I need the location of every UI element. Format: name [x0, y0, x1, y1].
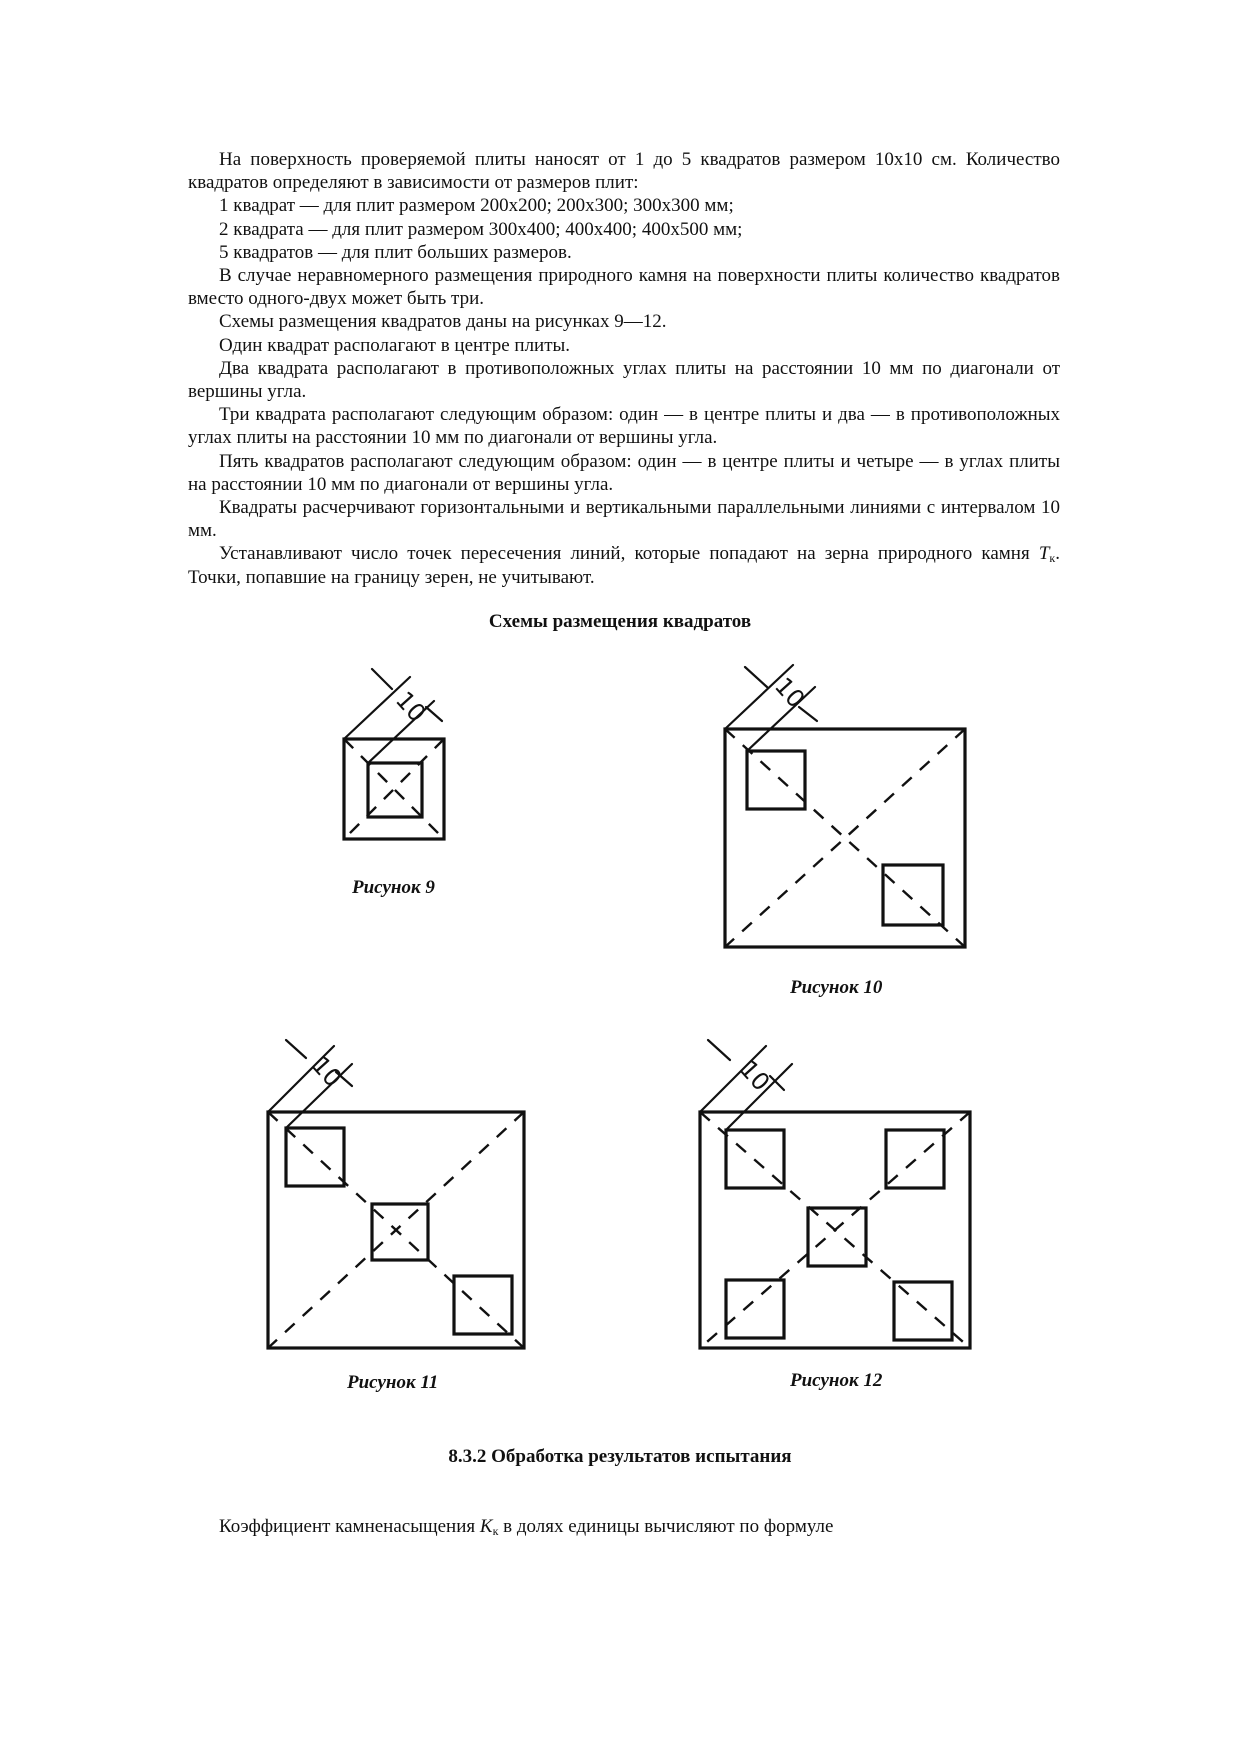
paragraph: Схемы размещения квадратов даны на рисунках 9—12. — [219, 311, 667, 333]
section-heading: 8.3.2 Обработка результатов испытания — [448, 1446, 792, 1467]
symbol-t: T — [1038, 543, 1050, 565]
figure-10-caption: Рисунок 10 — [790, 977, 883, 998]
formula-intro-text: в долях единицы вычисляют по формуле — [498, 1516, 834, 1537]
paragraph: Пять квадратов располагают следующим образом: один — в центре плиты и четыре — в углах плиты на расстоянии 10 мм по диагонали от вершины угла. — [188, 450, 1060, 495]
figure-12-caption: Рисунок 12 — [790, 1370, 883, 1391]
dimension-label: 10 — [306, 1051, 348, 1093]
figure-11-caption: Рисунок 11 — [347, 1372, 439, 1393]
paragraph — [188, 542, 1060, 588]
schemes-heading: Схемы размещения квадратов — [488, 611, 752, 632]
paragraph: На поверхность проверяемой плиты наносят от 1 до 5 квадратов размером 10х10 см. Количество квадратов определяют в зависимости от размеров плит: — [188, 149, 1060, 194]
paragraph-text: Устанавливают число точек пересечения линий, которые попадают на зерна природного камня — [219, 543, 1039, 565]
figure-9-diagram — [330, 655, 470, 855]
figure-11-diagram — [250, 1020, 540, 1360]
dimension-label: 10 — [734, 1055, 776, 1097]
dimension-label: 10 — [769, 672, 811, 714]
symbol-subscript: к — [492, 1524, 499, 1538]
figure-12-diagram — [690, 1020, 990, 1360]
paragraph: Один квадрат располагают в центре плиты. — [219, 334, 571, 356]
paragraph: Два квадрата располагают в противоположных углах плиты на расстоянии 10 мм по диагонали от вершины угла. — [188, 357, 1060, 403]
paragraph: 2 квадрата — для плит размером 300х400; 400х400; 400х500 мм; — [219, 218, 743, 240]
dimension-label: 10 — [390, 686, 432, 728]
body-text — [188, 148, 1060, 589]
paragraph-text: . Точки, попавшие на границу зерен, не учитывают. — [188, 543, 1060, 588]
symbol-subscript: к — [1049, 551, 1056, 566]
paragraph: Три квадрата располагают следующим образом: один — в центре плиты и два — в противоположных углах плиты на расстоянии 10 мм по диагонали от вершины угла. — [188, 404, 1060, 449]
paragraph: Квадраты расчерчивают горизонтальными и вертикальными параллельными линиями с интервалом 10 мм. — [188, 497, 1060, 542]
symbol-k: K — [479, 1516, 493, 1537]
paragraph: В случае неравномерного размещения природного камня на поверхности плиты количество квадратов вместо одного-двух может быть три. — [188, 265, 1060, 310]
paragraph: 1 квадрат — для плит размером 200х200; 200х300; 300х300 мм; — [219, 195, 734, 217]
figure-9-caption: Рисунок 9 — [352, 877, 435, 898]
figure-10-diagram — [705, 655, 985, 955]
formula-intro — [219, 1516, 833, 1538]
paragraph: 5 квадратов — для плит больших размеров. — [219, 241, 572, 263]
formula-intro-text: Коэффициент камненасыщения — [219, 1516, 480, 1537]
